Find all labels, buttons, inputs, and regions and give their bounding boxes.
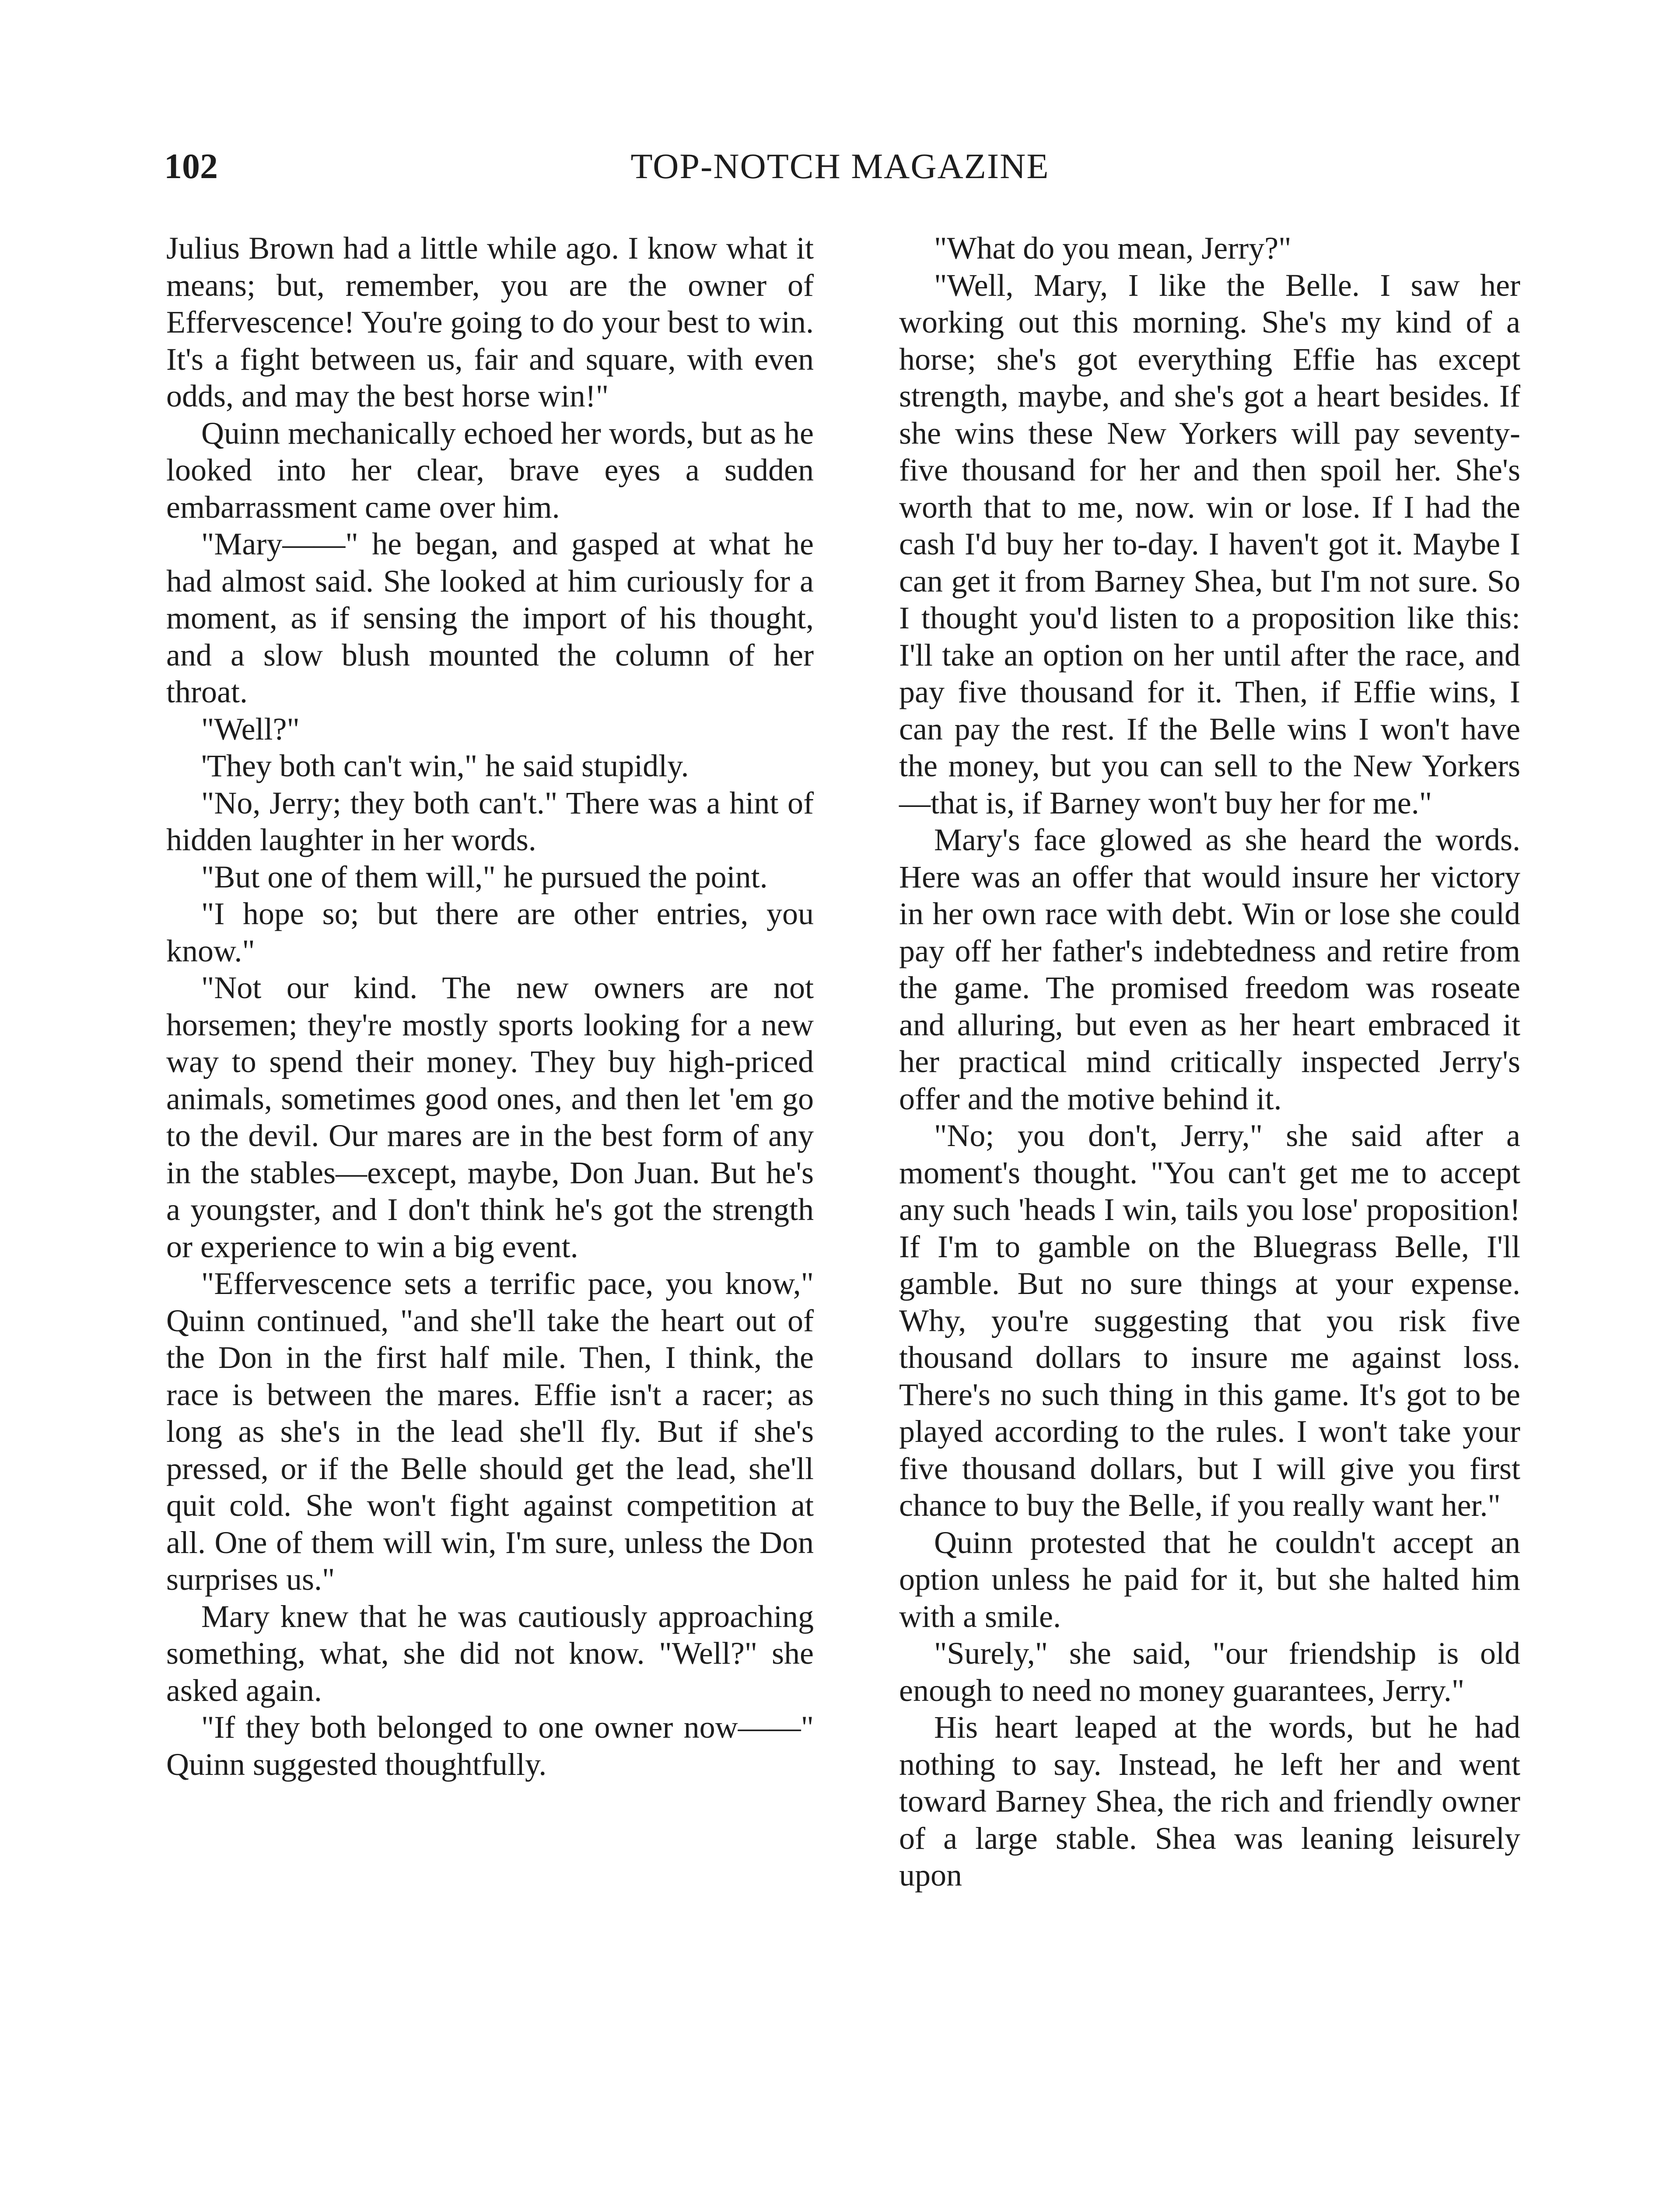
paragraph: Quinn protested that he couldn't accept an option unless he paid for it, but she halted him with a smile. xyxy=(899,1525,1520,1634)
paragraph: "Not our kind. The new owners are not horsemen; they're mostly sports looking for a new way to spend their money. They buy high-priced animals, sometimes good ones, and then let 'em go to the devil. Our mares are in the best form of any in the stables—except, maybe, Don Juan. But he's a youngster, and I don't think he's got the strength or experience to win a big event. xyxy=(166,970,814,1264)
paragraph: Quinn mechanically echoed her words, but as he looked into her clear, brave eyes a sudden embarrassment came over him. xyxy=(166,415,814,525)
paragraph: "What do you mean, Jerry?" xyxy=(934,231,1292,266)
paragraph: "No; you don't, Jerry," she said after a moment's thought. "You can't get me to accept any such 'heads I win, tails you lose' proposition! If I'm to gamble on the Bluegrass Belle, I'll gamble. But no sure things at your expense. Why, you're suggesting that you risk five thousand dollars to insure me against loss. There's no such thing in this game. It's got to be played according to the rules. I won't take your five thousand dollars, but I will give you first chance to buy the Belle, if you really want her." xyxy=(899,1118,1520,1523)
paragraph: 'They both can't win," he said stupidly. xyxy=(201,748,689,783)
left-column xyxy=(166,230,814,1783)
right-column xyxy=(899,230,1520,1894)
paragraph: His heart leaped at the words, but he had nothing to say. Instead, he left her and went toward Barney Shea, the rich and friendly owner of a large stable. Shea was leaning leisurely upon xyxy=(899,1710,1520,1893)
paragraph: "I hope so; but there are other entries, you know." xyxy=(166,896,814,968)
paragraph: Julius Brown had a little while ago. I know what it means; but, remember, you are the owner of Effervescence! You're going to do your best to win. It's a fight between us, fair and square, with even odds, and may the best horse win!" xyxy=(166,231,814,414)
paragraph: "But one of them will," he pursued the point. xyxy=(201,859,768,894)
paragraph: "Surely," she said, "our friendship is old enough to need no money guarantees, Jerry." xyxy=(899,1636,1520,1708)
paragraph: "Mary——" he began, and gasped at what he had almost said. She looked at him curiously for a moment, as if sensing the import of his thought, and a slow blush mounted the column of her throat. xyxy=(166,526,814,709)
paragraph: "No, Jerry; they both can't." There was a hint of hidden laughter in her words. xyxy=(166,785,814,857)
paragraph: "If they both belonged to one owner now——" Quinn suggested thoughtfully. xyxy=(166,1710,814,1782)
paragraph: "Well, Mary, I like the Belle. I saw her working out this morning. She's my kind of a horse; she's got everything Effie has except strength, maybe, and she's got a heart besides. If she wins these New Yorkers will pay seventy-five thousand for her and then spoil her. She's worth that to me, now. win or lose. If I had the cash I'd buy her to-day. I haven't got it. Maybe I can get it from Barney Shea, but I'm not sure. So I thought you'd listen to a proposition like this: I'll take an option on her until after the race, and pay five thousand for it. Then, if Effie wins, I can pay the rest. If the Belle wins I won't have the money, but you can sell to the New Yorkers—that is, if Barney won't buy her for me." xyxy=(899,267,1520,820)
paragraph: Mary's face glowed as she heard the words. Here was an offer that would insure her victory in her own race with debt. Win or lose she could pay off her father's indebtedness and retire from the game. The promised freedom was roseate and alluring, but even as her heart embraced it her practical mind critically inspected Jerry's offer and the motive behind it. xyxy=(899,822,1520,1116)
running-title: TOP-NOTCH MAGAZINE xyxy=(630,146,1050,186)
page-number: 102 xyxy=(164,146,218,186)
paragraph: Mary knew that he was cautiously approaching something, what, she did not know. "Well?" she asked again. xyxy=(166,1599,814,1708)
paragraph: "Well?" xyxy=(201,711,300,747)
paragraph: "Effervescence sets a terrific pace, you know," Quinn continued, "and she'll take the heart out of the Don in the first half mile. Then, I think, the race is between the mares. Effie isn't a racer; as long as she's in the lead she'll fly. But if she's pressed, or if the Belle should get the lead, she'll quit cold. She won't fight against competition at all. One of them will win, I'm sure, unless the Don surprises us." xyxy=(166,1266,814,1597)
page-header xyxy=(164,140,1516,193)
